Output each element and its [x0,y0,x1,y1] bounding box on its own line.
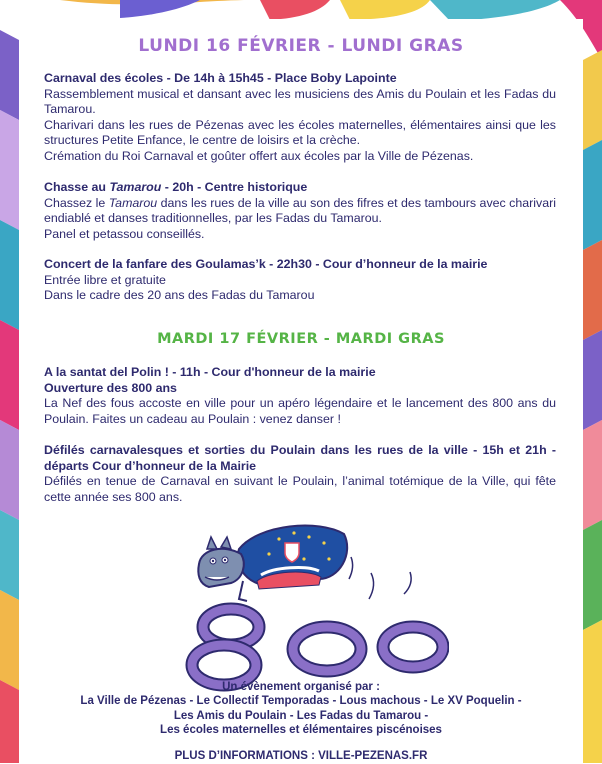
heading-emphasis: Tamarou [109,180,162,194]
event-line: Défilés en tenue de Carnaval en suivant le Poulain, l’animal totémique de la Ville, qui fête cette année ses 800 ans. [44,474,556,504]
day1-event-concert [44,257,556,304]
day2-title: MARDI 17 FÉVRIER - MARDI GRAS [157,331,445,347]
heading-part: - 20h - Centre historique [161,180,308,194]
event-subheading: Ouverture des 800 ans [44,380,177,395]
organizers-list [19,694,583,738]
more-info-link[interactable]: PLUS D’INFORMATIONS : VILLE-PEZENAS.FR [174,750,428,762]
line-part: dans les rues de la ville au son des fifres et des tambours avec charivari endiablé et danses traditionnelles, par les Fadas du Tamarou. [44,195,556,226]
organizers-line: Les Amis du Poulain - Les Fadas du Tamarou - [173,709,429,722]
organizers-intro: Un évènement organisé par : [222,681,380,693]
day2-event-defiles [44,443,556,505]
organizers-line: La Ville de Pézenas - Le Collectif Temporadas - Lous machous - Le XV Poquelin - [80,695,522,707]
day2-event-santat-polin [44,365,556,427]
day1-event-carnaval-ecoles [44,71,556,165]
organizers-line: Les écoles maternelles et élémentaires piscénoises [160,724,442,736]
event-heading: Carnaval des écoles - De 14h à 15h45 - Place Boby Lapointe [44,71,397,85]
poulain-800-illustration-icon [169,509,449,694]
line-emphasis: Tamarou [108,195,158,210]
day1-title: LUNDI 16 FÉVRIER - LUNDI GRAS [138,36,464,56]
event-line: La Nef des fous accoste en ville pour un apéro légendaire et le lancement des 800 ans du Poulain. Faites un cadeau au Poulain : venez danser ! [44,396,556,426]
event-line: Entrée libre et gratuite [44,272,166,287]
event-heading [44,180,556,196]
line-part: Chassez le [44,195,109,210]
event-line: Dans le cadre des 20 ans des Fadas du Tamarou [44,288,315,303]
event-heading: A la santat del Polin ! - 11h - Cour d'honneur de la mairie [44,365,376,379]
event-line: Rassemblement musical et dansant avec les musiciens des Amis du Poulain et les Fadas du Tamarou. [44,86,556,117]
event-heading: Concert de la fanfare des Goulamas’k - 22h30 - Cour d’honneur de la mairie [44,257,488,271]
heading-part: Chasse au [44,180,110,194]
day1-event-chasse-tamarou [44,180,556,242]
event-line: Panel et petassou conseillés. [44,226,205,241]
event-line: Crémation du Roi Carnaval et goûter offert aux écoles par la Ville de Pézenas. [44,148,474,163]
event-line: Charivari dans les rues de Pézenas avec les écoles maternelles, élémentaires ainsi que les structures Petite Enfance, le centre de loisirs et la crèche. [44,117,556,148]
event-heading: Défilés carnavalesques et sorties du Poulain dans les rues de la ville - 15h et 21h - départs Cour d’honneur de la Mairie [44,443,556,473]
program-card [19,19,583,762]
event-line [44,196,556,227]
